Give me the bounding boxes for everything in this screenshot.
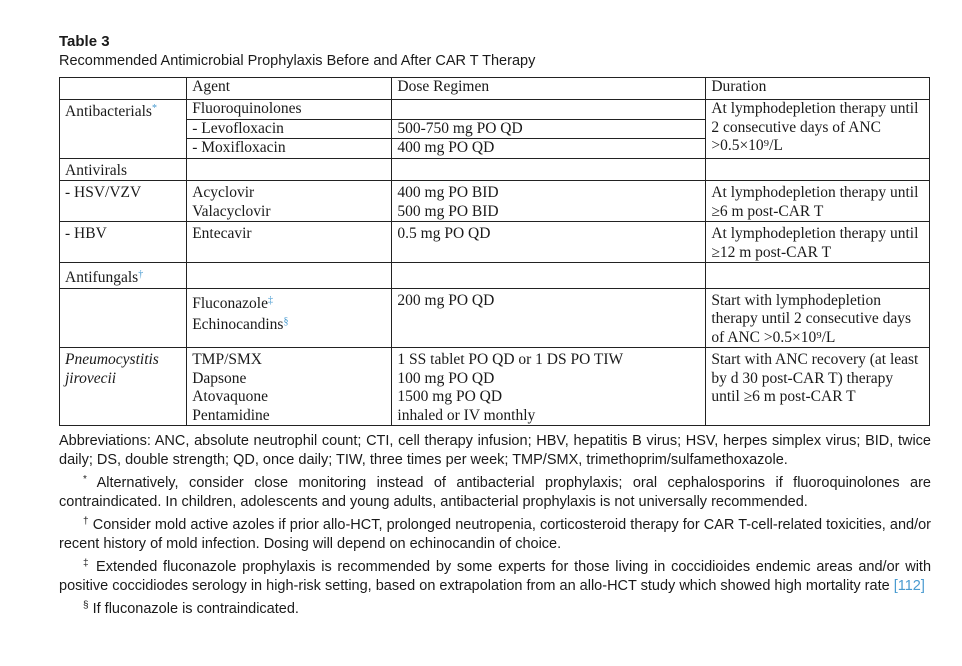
table-caption: Recommended Antimicrobial Prophylaxis Before and After CAR T Therapy: [59, 53, 536, 69]
header-category: [60, 78, 187, 100]
table-row: [60, 158, 930, 181]
dose-cell: 400 mg PO QD: [392, 139, 706, 159]
agent-cell: Entecavir: [187, 222, 392, 263]
header-row: [60, 78, 930, 100]
table-block: [59, 33, 931, 619]
agent-name: Acyclovir: [192, 184, 255, 201]
abbreviations-note: Abbreviations: ANC, absolute neutrophil count; CTI, cell therapy infusion; HBV, hepatitis B virus; HSV, herpes simplex virus; BID, twice daily; DS, double strength; QD, once daily; TIW, three times per week; TMP/SMX, trimethoprim/sulfamethoxazole.: [59, 433, 931, 468]
category-antivirals: Antivirals: [60, 158, 187, 181]
footnote-text: If fluconazole is contraindicated.: [92, 601, 299, 617]
category-hsv-vzv: - HSV/VZV: [60, 181, 187, 222]
table-row: [60, 348, 930, 426]
dose-text: 100 mg PO QD: [397, 369, 495, 387]
header-duration: Duration: [706, 78, 930, 100]
footnote-4: [59, 596, 931, 619]
agent-name: Fluconazole: [192, 294, 268, 312]
agent-cell: [187, 288, 392, 348]
dose-text: inhaled or IV monthly: [397, 406, 536, 424]
table-row: [60, 288, 930, 348]
table-row: [60, 181, 930, 222]
footnote-text: Consider mold active azoles if prior allo-HCT, prolonged neutropenia, corticosteroid therapy for CAR T-cell-related toxicities, and/or recent history of mold infection. Dosing will depend on echinocandin of choice.: [59, 517, 931, 552]
duration-cell: Start with lymphodepletion therapy until 2 consecutive days of ANC >0.5×10⁹/L: [706, 288, 930, 348]
dose-cell: [392, 100, 706, 120]
table-row: [60, 222, 930, 263]
category-antibacterials: [60, 100, 187, 159]
footnote-1: [59, 470, 931, 512]
prophylaxis-table: [59, 77, 930, 426]
footnote-marker: §: [283, 316, 289, 327]
footnote-3: [59, 554, 931, 596]
footnote-marker: †: [138, 269, 144, 280]
footnote-2: [59, 512, 931, 554]
category-label: jirovecii: [65, 369, 117, 387]
category-antifungals: [60, 263, 187, 289]
category-label: Pneumocystitis: [65, 351, 159, 368]
table-row: [60, 100, 930, 120]
dose-text: 400 mg PO BID: [397, 184, 499, 201]
dose-text: 1 SS tablet PO QD or 1 DS PO TIW: [397, 351, 624, 368]
agent-cell: [187, 181, 392, 222]
footnote-text: Alternatively, consider close monitoring instead of antibacterial prophylaxis; oral cephalosporins if fluoroquinolones are contraindicated. In children, adolescents and young adults, antibacterial prophylaxis is not universally recommended.: [59, 475, 931, 510]
footnote-symbol: *: [83, 474, 87, 485]
agent-cell: Fluoroquinolones: [187, 100, 392, 120]
footnote-text: Extended fluconazole prophylaxis is recommended by some experts for those living in coccidioides endemic areas and/or with positive coccidiodes serology in high-risk setting, based on extrapolation from an allo-HCT study which showed high mortality rate: [59, 559, 932, 594]
agent-cell: [187, 348, 392, 426]
dose-cell: 200 mg PO QD: [392, 288, 706, 348]
duration-cell: Start with ANC recovery (at least by d 30 post-CAR T) therapy until ≥6 m post-CAR T: [706, 348, 930, 426]
footnote-symbol: §: [83, 600, 89, 611]
category-label: Antibacterials: [65, 103, 152, 120]
dose-cell: 0.5 mg PO QD: [392, 222, 706, 263]
header-agent: Agent: [187, 78, 392, 100]
duration-cell: At lymphodepletion therapy until ≥6 m post-CAR T: [706, 181, 930, 222]
table-row: [60, 263, 930, 289]
agent-cell: - Levofloxacin: [187, 119, 392, 139]
footnote-symbol: †: [83, 516, 89, 527]
duration-cell: At lymphodepletion therapy until ≥12 m post-CAR T: [706, 222, 930, 263]
table-footnotes: [59, 432, 931, 619]
agent-name: Atovaquone: [192, 388, 268, 405]
agent-name: TMP/SMX: [192, 351, 262, 368]
dose-cell: [392, 181, 706, 222]
footnote-marker: *: [151, 103, 157, 114]
dose-cell: 500-750 mg PO QD: [392, 119, 706, 139]
dose-text: 1500 mg PO QD: [397, 388, 503, 405]
category-pneumocystis: [60, 348, 187, 426]
agent-name: Dapsone: [192, 369, 247, 387]
header-dose: Dose Regimen: [392, 78, 706, 100]
dose-cell: [392, 348, 706, 426]
agent-name: Valacyclovir: [192, 202, 271, 220]
table-label: Table 3: [59, 33, 110, 50]
agent-name: Pentamidine: [192, 406, 270, 424]
agent-cell: - Moxifloxacin: [187, 139, 392, 159]
agent-name: Echinocandins: [192, 316, 284, 333]
category-hbv: - HBV: [60, 222, 187, 263]
reference-link[interactable]: [112]: [893, 578, 925, 594]
footnote-symbol: ‡: [83, 558, 91, 569]
duration-cell: [706, 100, 930, 159]
duration-text: At lymphodepletion therapy until 2 consecutive days of ANC >0.5×10⁹/L: [711, 100, 919, 154]
dose-text: 500 mg PO BID: [397, 202, 499, 220]
category-label: Antifungals: [65, 269, 139, 286]
footnote-marker: ‡: [267, 294, 273, 306]
